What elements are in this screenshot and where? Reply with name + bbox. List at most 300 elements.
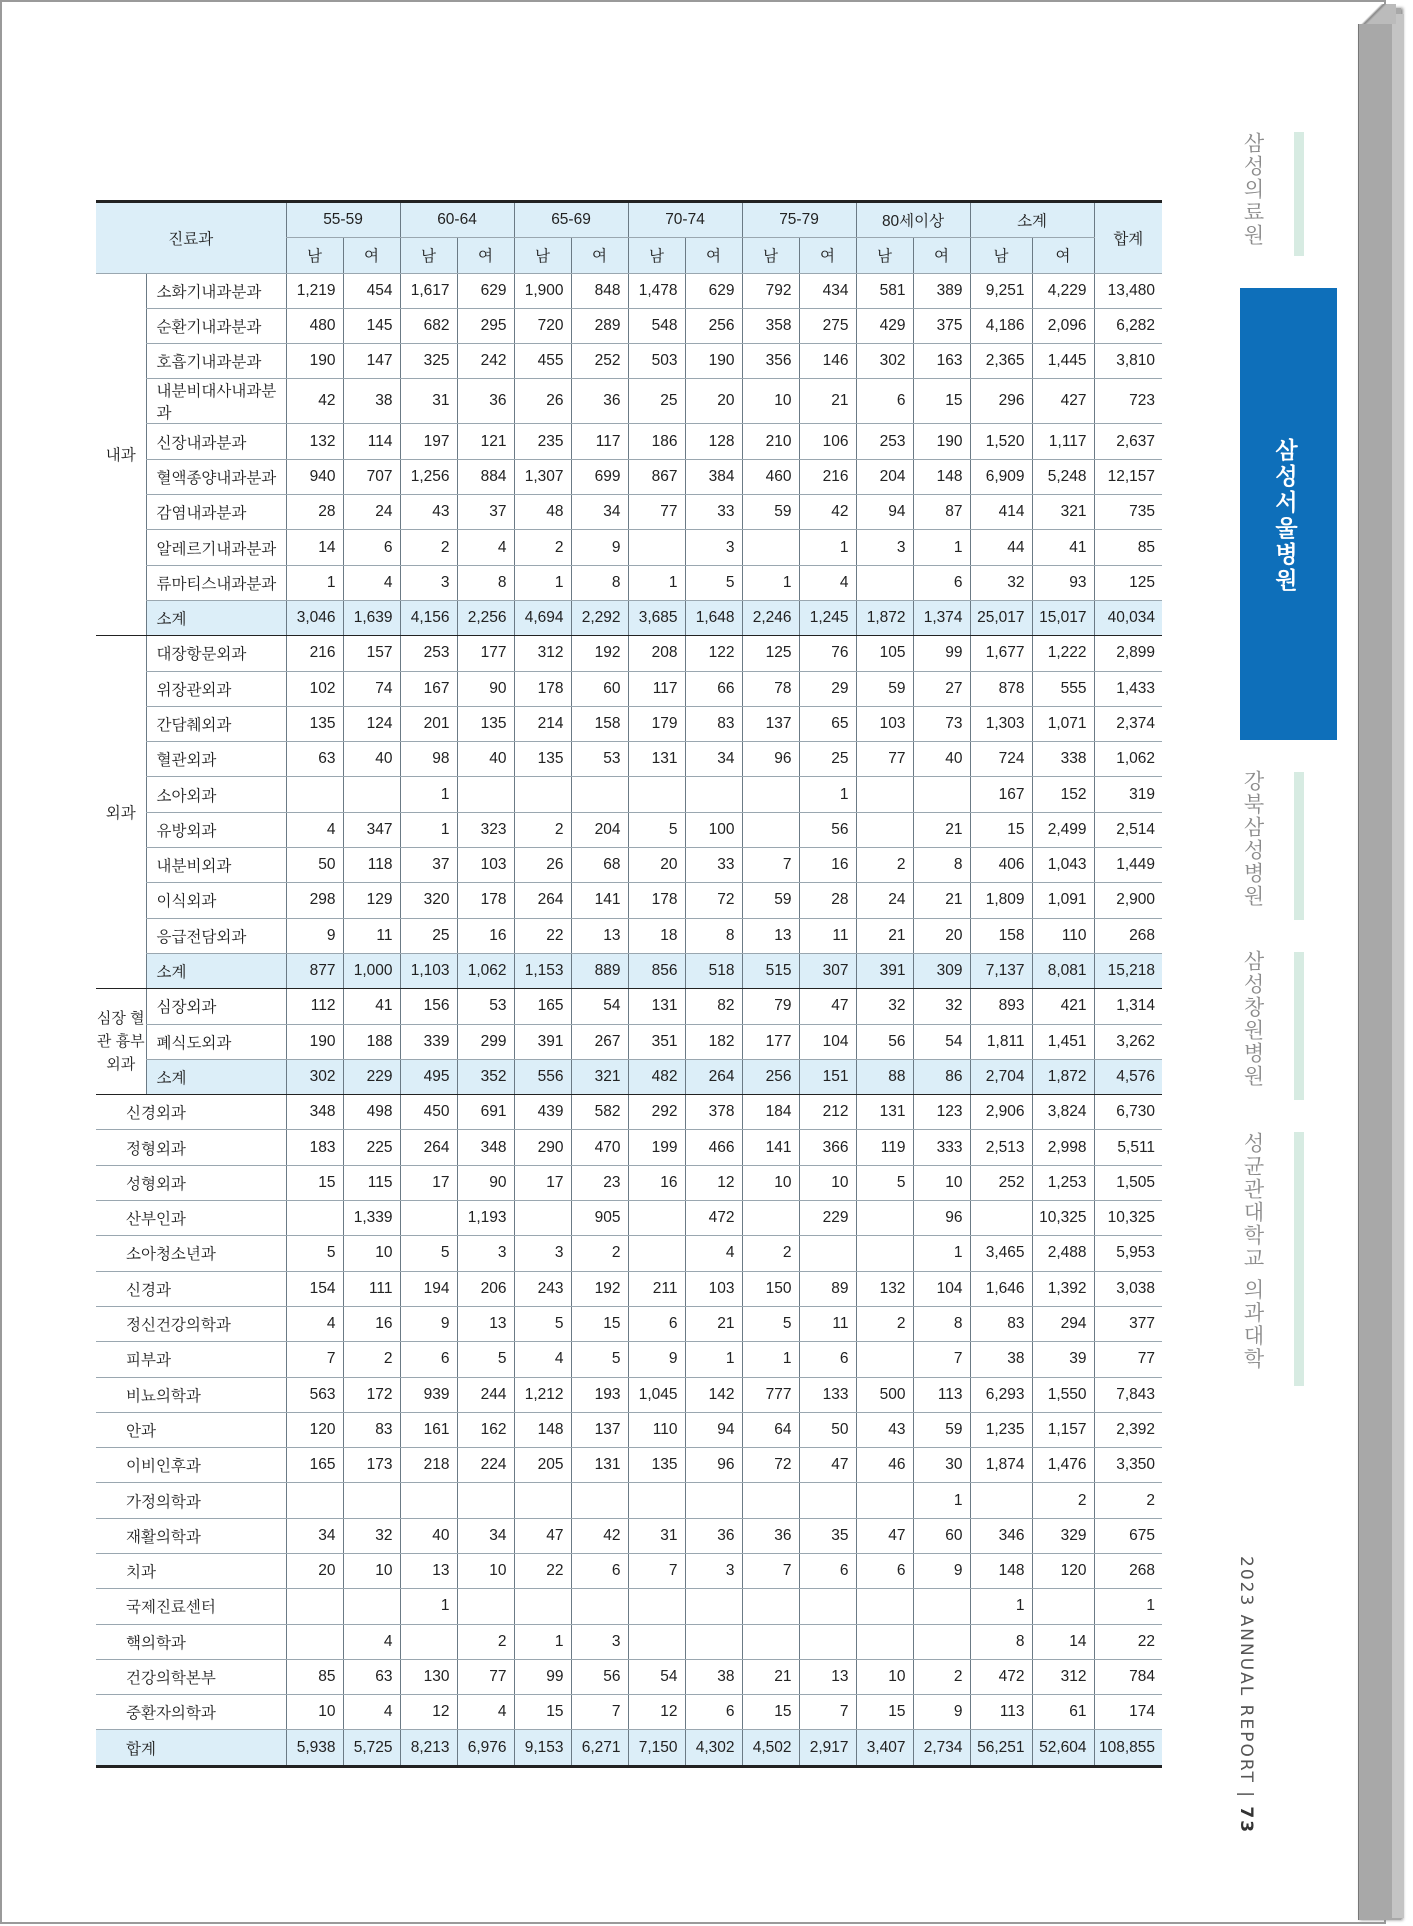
value-cell: 32 <box>343 1518 400 1553</box>
value-cell: 720 <box>514 308 571 343</box>
male-header: 남 <box>970 238 1032 273</box>
value-cell <box>742 777 799 812</box>
value-cell: 96 <box>913 1201 970 1236</box>
value-cell: 108,855 <box>1094 1730 1162 1766</box>
value-cell: 252 <box>970 1165 1032 1200</box>
value-cell: 346 <box>970 1518 1032 1553</box>
value-cell <box>913 1624 970 1659</box>
value-cell: 32 <box>970 565 1032 600</box>
value-cell: 8 <box>457 565 514 600</box>
value-cell: 22 <box>1094 1624 1162 1659</box>
value-cell: 25,017 <box>970 600 1032 635</box>
value-cell: 20 <box>286 1553 343 1588</box>
patient-statistics-table <box>96 200 1162 1768</box>
value-cell: 2,256 <box>457 600 514 635</box>
value-cell: 7,150 <box>628 1730 685 1766</box>
value-cell: 264 <box>400 1130 457 1165</box>
value-cell <box>286 1483 343 1518</box>
value-cell: 122 <box>685 636 742 671</box>
department-name: 위장관외과 <box>146 671 286 706</box>
side-tab-bar <box>1294 1132 1304 1386</box>
value-cell: 893 <box>970 989 1032 1024</box>
value-cell: 8 <box>913 1306 970 1341</box>
value-cell: 1,639 <box>343 600 400 635</box>
value-cell: 3 <box>685 530 742 565</box>
department-name: 피부과 <box>96 1342 286 1377</box>
value-cell: 103 <box>685 1271 742 1306</box>
value-cell: 348 <box>286 1095 343 1130</box>
value-cell: 44 <box>970 530 1032 565</box>
value-cell: 6 <box>913 565 970 600</box>
value-cell: 35 <box>799 1518 856 1553</box>
value-cell: 675 <box>1094 1518 1162 1553</box>
value-cell: 339 <box>400 1024 457 1059</box>
value-cell: 137 <box>571 1412 628 1447</box>
value-cell: 47 <box>514 1518 571 1553</box>
female-header: 여 <box>913 238 970 273</box>
value-cell: 34 <box>571 495 628 530</box>
value-cell: 31 <box>400 379 457 424</box>
table-row <box>96 379 1162 424</box>
value-cell: 12 <box>400 1695 457 1730</box>
value-cell: 1,392 <box>1032 1271 1094 1306</box>
department-name: 신경과 <box>96 1271 286 1306</box>
value-cell: 47 <box>799 1448 856 1483</box>
value-cell: 131 <box>856 1095 913 1130</box>
value-cell: 20 <box>913 918 970 953</box>
value-cell: 3,407 <box>856 1730 913 1766</box>
value-cell: 466 <box>685 1130 742 1165</box>
side-tab-seoul-hospital: 삼성서울병원 <box>1271 438 1297 594</box>
value-cell: 11 <box>799 918 856 953</box>
value-cell: 1,222 <box>1032 636 1094 671</box>
table-row <box>96 636 1162 671</box>
table-row <box>96 273 1162 308</box>
side-tab-changwon-hospital[interactable]: 삼성창원병원 <box>1241 950 1265 1088</box>
value-cell: 2 <box>514 530 571 565</box>
value-cell: 6 <box>628 1306 685 1341</box>
value-cell: 1,505 <box>1094 1165 1162 1200</box>
value-cell: 23 <box>571 1165 628 1200</box>
value-cell: 939 <box>400 1377 457 1412</box>
value-cell: 60 <box>913 1518 970 1553</box>
value-cell: 72 <box>685 883 742 918</box>
female-header: 여 <box>571 238 628 273</box>
value-cell: 148 <box>970 1553 1032 1588</box>
value-cell: 482 <box>628 1059 685 1094</box>
value-cell <box>457 1589 514 1624</box>
value-cell: 14 <box>286 530 343 565</box>
value-cell: 4,302 <box>685 1730 742 1766</box>
value-cell: 229 <box>799 1201 856 1236</box>
value-cell: 856 <box>628 953 685 988</box>
value-cell: 242 <box>457 344 514 379</box>
value-cell <box>571 1483 628 1518</box>
value-cell: 56 <box>856 1024 913 1059</box>
value-cell: 9 <box>628 1342 685 1377</box>
value-cell: 347 <box>343 812 400 847</box>
value-cell: 6,976 <box>457 1730 514 1766</box>
value-cell: 3,038 <box>1094 1271 1162 1306</box>
value-cell: 1,303 <box>970 706 1032 741</box>
value-cell: 555 <box>1032 671 1094 706</box>
table-row <box>96 1553 1162 1588</box>
value-cell: 1,045 <box>628 1377 685 1412</box>
value-cell: 1,677 <box>970 636 1032 671</box>
value-cell: 15 <box>970 812 1032 847</box>
table-row <box>96 1236 1162 1271</box>
value-cell: 290 <box>514 1130 571 1165</box>
table-body <box>96 273 1162 1766</box>
value-cell: 103 <box>856 706 913 741</box>
value-cell: 2 <box>571 1236 628 1271</box>
value-cell: 115 <box>343 1165 400 1200</box>
value-cell: 29 <box>799 671 856 706</box>
value-cell: 172 <box>343 1377 400 1412</box>
table-row <box>96 1306 1162 1341</box>
value-cell: 389 <box>913 273 970 308</box>
value-cell: 224 <box>457 1448 514 1483</box>
value-cell: 5 <box>856 1165 913 1200</box>
value-cell: 61 <box>1032 1695 1094 1730</box>
value-cell: 2,392 <box>1094 1412 1162 1447</box>
value-cell: 7,843 <box>1094 1377 1162 1412</box>
value-cell: 8 <box>571 565 628 600</box>
value-cell: 320 <box>400 883 457 918</box>
department-name: 혈관외과 <box>146 742 286 777</box>
value-cell <box>628 1201 685 1236</box>
value-cell: 94 <box>685 1412 742 1447</box>
value-cell: 256 <box>742 1059 799 1094</box>
value-cell: 63 <box>286 742 343 777</box>
value-cell: 132 <box>856 1271 913 1306</box>
department-group: 외과 <box>96 636 146 989</box>
value-cell: 5 <box>742 1306 799 1341</box>
value-cell: 470 <box>571 1130 628 1165</box>
value-cell: 10 <box>742 1165 799 1200</box>
value-cell: 174 <box>1094 1695 1162 1730</box>
value-cell: 2 <box>856 848 913 883</box>
value-cell: 211 <box>628 1271 685 1306</box>
value-cell: 9 <box>571 530 628 565</box>
value-cell: 1,307 <box>514 459 571 494</box>
value-cell: 117 <box>628 671 685 706</box>
value-cell <box>400 1201 457 1236</box>
value-cell <box>400 1483 457 1518</box>
value-cell: 6 <box>571 1553 628 1588</box>
department-name: 유방외과 <box>146 812 286 847</box>
value-cell: 100 <box>685 812 742 847</box>
value-cell: 10 <box>343 1553 400 1588</box>
value-cell: 1,449 <box>1094 848 1162 883</box>
value-cell: 6,282 <box>1094 308 1162 343</box>
value-cell <box>742 1483 799 1518</box>
value-cell: 135 <box>286 706 343 741</box>
department-name: 치과 <box>96 1553 286 1588</box>
department-name: 안과 <box>96 1412 286 1447</box>
value-cell: 2,499 <box>1032 812 1094 847</box>
value-cell: 1 <box>742 565 799 600</box>
value-cell: 37 <box>400 848 457 883</box>
value-cell: 5,725 <box>343 1730 400 1766</box>
value-cell: 132 <box>286 424 343 459</box>
value-cell: 312 <box>514 636 571 671</box>
value-cell: 503 <box>628 344 685 379</box>
value-cell: 6 <box>856 379 913 424</box>
value-cell: 1,433 <box>1094 671 1162 706</box>
value-cell <box>856 1483 913 1518</box>
value-cell: 556 <box>514 1059 571 1094</box>
value-cell <box>742 1201 799 1236</box>
female-header: 여 <box>1032 238 1094 273</box>
value-cell: 190 <box>913 424 970 459</box>
department-name: 소화기내과분과 <box>146 273 286 308</box>
value-cell: 99 <box>913 636 970 671</box>
value-cell: 333 <box>913 1130 970 1165</box>
value-cell: 4 <box>343 565 400 600</box>
value-cell: 7 <box>742 848 799 883</box>
value-cell <box>571 777 628 812</box>
value-cell: 5,248 <box>1032 459 1094 494</box>
value-cell: 6,293 <box>970 1377 1032 1412</box>
value-cell: 5 <box>571 1342 628 1377</box>
value-cell: 455 <box>514 344 571 379</box>
table-row <box>96 918 1162 953</box>
value-cell: 41 <box>1032 530 1094 565</box>
value-cell: 8 <box>913 848 970 883</box>
value-cell: 77 <box>1094 1342 1162 1377</box>
value-cell: 6 <box>799 1553 856 1588</box>
side-tab-bar <box>1294 772 1304 920</box>
side-tab-active[interactable] <box>1240 288 1337 740</box>
value-cell: 106 <box>799 424 856 459</box>
value-cell: 190 <box>286 344 343 379</box>
value-cell: 352 <box>457 1059 514 1094</box>
value-cell: 2 <box>514 812 571 847</box>
value-cell: 1 <box>913 1236 970 1271</box>
value-cell: 2,917 <box>799 1730 856 1766</box>
table-row <box>96 1483 1162 1518</box>
value-cell: 2,513 <box>970 1130 1032 1165</box>
value-cell: 581 <box>856 273 913 308</box>
table-row <box>96 424 1162 459</box>
department-name: 감염내과분과 <box>146 495 286 530</box>
value-cell: 163 <box>913 344 970 379</box>
side-tab-skku-medicine[interactable]: 성균관대학교 의과대학 <box>1241 1132 1265 1371</box>
subtotal-header: 소계 <box>970 202 1094 238</box>
value-cell: 434 <box>799 273 856 308</box>
value-cell: 1,550 <box>1032 1377 1094 1412</box>
value-cell: 192 <box>571 636 628 671</box>
value-cell: 777 <box>742 1377 799 1412</box>
value-cell: 2 <box>913 1659 970 1694</box>
value-cell: 4,502 <box>742 1730 799 1766</box>
table-row <box>96 1342 1162 1377</box>
value-cell: 165 <box>286 1448 343 1483</box>
value-cell: 204 <box>571 812 628 847</box>
value-cell <box>628 1236 685 1271</box>
value-cell: 60 <box>571 671 628 706</box>
value-cell: 201 <box>400 706 457 741</box>
value-cell: 15 <box>742 1695 799 1730</box>
department-name: 소계 <box>146 600 286 635</box>
value-cell: 1,648 <box>685 600 742 635</box>
value-cell: 56 <box>799 812 856 847</box>
department-name: 이식외과 <box>146 883 286 918</box>
value-cell: 1 <box>913 530 970 565</box>
value-cell: 89 <box>799 1271 856 1306</box>
department-name: 소아외과 <box>146 777 286 812</box>
table-row <box>96 742 1162 777</box>
department-name: 건강의학본부 <box>96 1659 286 1694</box>
value-cell: 1,212 <box>514 1377 571 1412</box>
value-cell: 1,071 <box>1032 706 1094 741</box>
value-cell: 1,811 <box>970 1024 1032 1059</box>
value-cell: 724 <box>970 742 1032 777</box>
value-cell: 253 <box>400 636 457 671</box>
value-cell: 104 <box>799 1024 856 1059</box>
value-cell: 460 <box>742 459 799 494</box>
department-name: 핵의학과 <box>96 1624 286 1659</box>
age-group-header: 80세이상 <box>856 202 970 238</box>
value-cell: 1,809 <box>970 883 1032 918</box>
value-cell: 9 <box>400 1306 457 1341</box>
value-cell: 78 <box>742 671 799 706</box>
value-cell: 13 <box>400 1553 457 1588</box>
value-cell: 1,874 <box>970 1448 1032 1483</box>
value-cell <box>286 777 343 812</box>
value-cell: 13,480 <box>1094 273 1162 308</box>
value-cell: 50 <box>286 848 343 883</box>
value-cell: 199 <box>628 1130 685 1165</box>
age-group-header: 65-69 <box>514 202 628 238</box>
value-cell: 735 <box>1094 495 1162 530</box>
value-cell: 178 <box>628 883 685 918</box>
value-cell: 12 <box>628 1695 685 1730</box>
value-cell: 7 <box>799 1695 856 1730</box>
value-cell: 8,081 <box>1032 953 1094 988</box>
value-cell: 244 <box>457 1377 514 1412</box>
value-cell: 40 <box>457 742 514 777</box>
value-cell: 1 <box>400 777 457 812</box>
value-cell: 275 <box>799 308 856 343</box>
value-cell: 1 <box>628 565 685 600</box>
value-cell: 7 <box>286 1342 343 1377</box>
value-cell: 39 <box>1032 1342 1094 1377</box>
value-cell: 38 <box>343 379 400 424</box>
department-name: 재활의학과 <box>96 1518 286 1553</box>
table-row <box>96 565 1162 600</box>
value-cell: 9 <box>913 1553 970 1588</box>
value-cell: 1,245 <box>799 600 856 635</box>
value-cell: 302 <box>856 344 913 379</box>
value-cell: 105 <box>856 636 913 671</box>
table-row <box>96 777 1162 812</box>
value-cell: 1,476 <box>1032 1448 1094 1483</box>
value-cell: 10,325 <box>1094 1201 1162 1236</box>
value-cell: 21 <box>913 883 970 918</box>
value-cell: 53 <box>571 742 628 777</box>
value-cell: 135 <box>628 1448 685 1483</box>
value-cell <box>742 1624 799 1659</box>
value-cell: 177 <box>742 1024 799 1059</box>
value-cell <box>970 1201 1032 1236</box>
value-cell <box>799 1483 856 1518</box>
value-cell <box>343 777 400 812</box>
value-cell: 4,576 <box>1094 1059 1162 1094</box>
department-name: 중환자의학과 <box>96 1695 286 1730</box>
value-cell: 13 <box>457 1306 514 1341</box>
value-cell: 1,000 <box>343 953 400 988</box>
value-cell: 204 <box>856 459 913 494</box>
table-row <box>96 989 1162 1024</box>
value-cell: 884 <box>457 459 514 494</box>
female-header: 여 <box>457 238 514 273</box>
value-cell: 5 <box>457 1342 514 1377</box>
side-tab-bar <box>1294 952 1304 1100</box>
value-cell: 243 <box>514 1271 571 1306</box>
side-tab-kangbuk-hospital[interactable]: 강북삼성병원 <box>1241 770 1265 908</box>
dept-header: 진료과 <box>96 202 286 274</box>
value-cell: 10 <box>799 1165 856 1200</box>
value-cell: 88 <box>856 1059 913 1094</box>
value-cell <box>628 1589 685 1624</box>
value-cell: 2,514 <box>1094 812 1162 847</box>
value-cell: 1,103 <box>400 953 457 988</box>
table-row <box>96 1624 1162 1659</box>
value-cell: 4,156 <box>400 600 457 635</box>
value-cell: 12 <box>685 1165 742 1200</box>
value-cell: 1,900 <box>514 273 571 308</box>
table-row <box>96 1165 1162 1200</box>
value-cell <box>799 1236 856 1271</box>
value-cell: 268 <box>1094 918 1162 953</box>
value-cell: 229 <box>343 1059 400 1094</box>
value-cell: 34 <box>457 1518 514 1553</box>
value-cell: 146 <box>799 344 856 379</box>
value-cell <box>856 1624 913 1659</box>
value-cell: 2,637 <box>1094 424 1162 459</box>
value-cell: 889 <box>571 953 628 988</box>
subtotal-row <box>96 1059 1162 1094</box>
value-cell: 94 <box>856 495 913 530</box>
value-cell: 21 <box>742 1659 799 1694</box>
side-tab-medical-center[interactable]: 삼성의료원 <box>1241 132 1265 247</box>
value-cell: 145 <box>343 308 400 343</box>
value-cell: 42 <box>286 379 343 424</box>
value-cell: 40 <box>913 742 970 777</box>
value-cell: 32 <box>856 989 913 1024</box>
value-cell: 699 <box>571 459 628 494</box>
value-cell <box>571 1589 628 1624</box>
value-cell: 54 <box>571 989 628 1024</box>
value-cell: 40,034 <box>1094 600 1162 635</box>
table-row <box>96 1412 1162 1447</box>
value-cell: 24 <box>856 883 913 918</box>
female-header: 여 <box>343 238 400 273</box>
value-cell: 264 <box>685 1059 742 1094</box>
value-cell: 1,451 <box>1032 1024 1094 1059</box>
value-cell: 83 <box>970 1306 1032 1341</box>
value-cell: 495 <box>400 1059 457 1094</box>
value-cell: 42 <box>799 495 856 530</box>
value-cell: 15 <box>514 1695 571 1730</box>
value-cell: 16 <box>343 1306 400 1341</box>
value-cell: 210 <box>742 424 799 459</box>
department-name: 호흡기내과분과 <box>146 344 286 379</box>
value-cell: 135 <box>457 706 514 741</box>
department-name: 순환기내과분과 <box>146 308 286 343</box>
